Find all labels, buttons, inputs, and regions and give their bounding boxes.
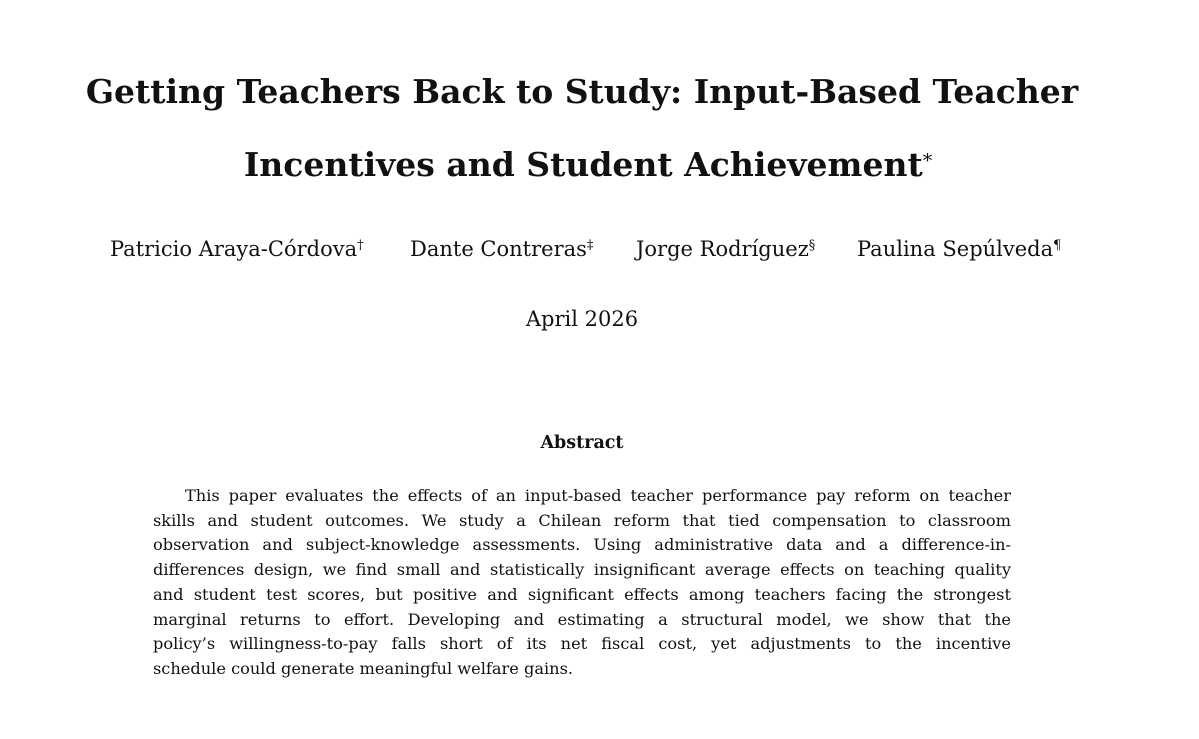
author-rodriguez: [636, 235, 815, 263]
abstract-line: This paper evaluates the effects of an input-based teacher performance pay reform on teacher: [185, 486, 1011, 505]
abstract-line: skills and student outcomes. We study a Chilean reform that tied compensation to classroom: [153, 510, 1011, 530]
author-name: Paulina Sepúlveda: [857, 237, 1054, 261]
paper-date: April 2026: [525, 307, 639, 331]
abstract-line: policy’s willingness-to-pay falls short of its net fiscal cost, yet adjustments to the incentive: [153, 634, 1011, 654]
author-name: Jorge Rodríguez: [636, 237, 809, 261]
abstract-body: [153, 484, 1011, 682]
abstract-heading: Abstract: [540, 433, 624, 453]
author-footnote-mark: ¶: [1053, 238, 1062, 253]
abstract-line: and student test scores, but positive and significant effects among teachers facing the strongest: [153, 584, 1011, 604]
title-line-2: [0, 145, 1176, 185]
author-contreras: [410, 235, 593, 263]
abstract-line: schedule could generate meaningful welfare gains.: [153, 658, 574, 678]
author-footnote-mark: ‡: [586, 238, 594, 253]
abstract-line: observation and subject-knowledge assessments. Using administrative data and a difference-in-: [153, 535, 1011, 555]
abstract-line: differences design, we find small and statistically insignificant average effects on teaching quality: [153, 560, 1011, 580]
title-line-1: [0, 72, 1164, 112]
author-araya-cordova: [110, 235, 364, 263]
abstract-line: marginal returns to effort. Developing and estimating a structural model, we show that the: [153, 609, 1011, 629]
title-line-2-text: Incentives and Student Achievement: [243, 145, 923, 184]
title-footnote-mark: *: [922, 150, 933, 172]
author-footnote-mark: †: [357, 238, 364, 253]
author-name: Patricio Araya-Córdova: [110, 237, 358, 261]
author-footnote-mark: §: [808, 238, 816, 253]
title-line-1-text: Getting Teachers Back to Study: Input-Based Teacher: [85, 72, 1079, 111]
author-name: Dante Contreras: [410, 237, 587, 261]
author-sepulveda: [857, 235, 1061, 263]
